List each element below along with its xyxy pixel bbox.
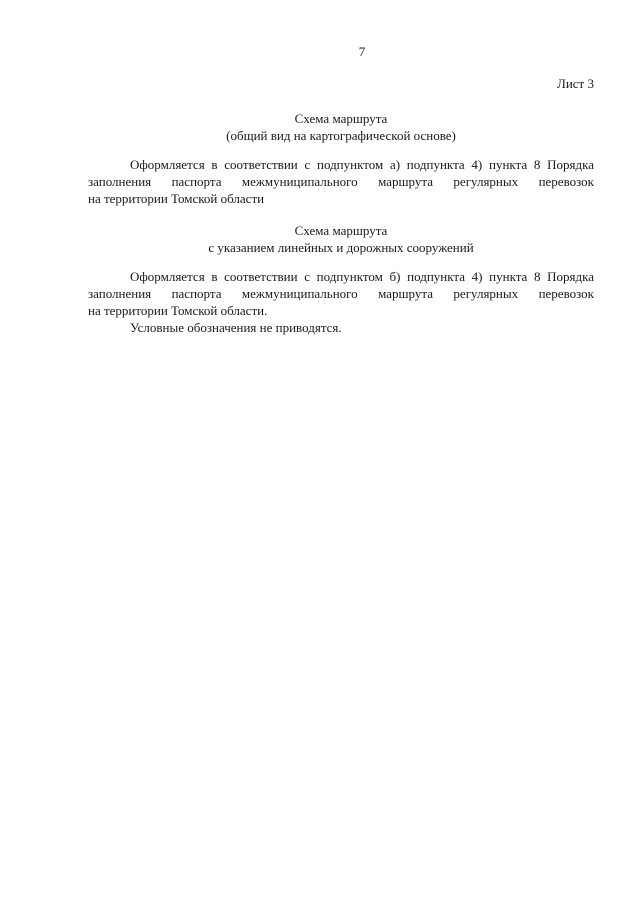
paragraph-line: Оформляется в соответствии с подпунктом а) подпункта 4) пункта 8 Порядка bbox=[130, 157, 594, 172]
paragraph-line: на территории Томской области bbox=[88, 191, 265, 206]
page-number: 7 bbox=[358, 44, 366, 59]
paragraph-line: на территории Томской области. bbox=[88, 303, 268, 318]
paragraph-line: заполнения паспорта межмуниципального маршрута регулярных перевозок bbox=[88, 286, 594, 301]
route-scheme-subtitle: с указанием линейных и дорожных сооружений bbox=[208, 240, 474, 255]
route-scheme-structures-heading bbox=[88, 222, 594, 256]
paragraph-line: Оформляется в соответствии с подпунктом б) подпункта 4) пункта 8 Порядка bbox=[130, 269, 594, 284]
paragraph bbox=[88, 156, 594, 207]
route-scheme-general-paragraph bbox=[88, 156, 594, 207]
route-scheme-subtitle: (общий вид на картографической основе) bbox=[226, 128, 456, 143]
paragraph bbox=[88, 268, 594, 319]
legend-note: Условные обозначения не приводятся. bbox=[130, 320, 342, 335]
sheet-label: Лист 3 bbox=[557, 76, 594, 91]
route-scheme-general-heading bbox=[88, 110, 594, 144]
route-scheme-title: Схема маршрута bbox=[294, 111, 388, 126]
route-scheme-structures-paragraph bbox=[88, 268, 594, 336]
route-scheme-title: Схема маршрута bbox=[294, 223, 388, 238]
paragraph-line: заполнения паспорта межмуниципального маршрута регулярных перевозок bbox=[88, 174, 594, 189]
